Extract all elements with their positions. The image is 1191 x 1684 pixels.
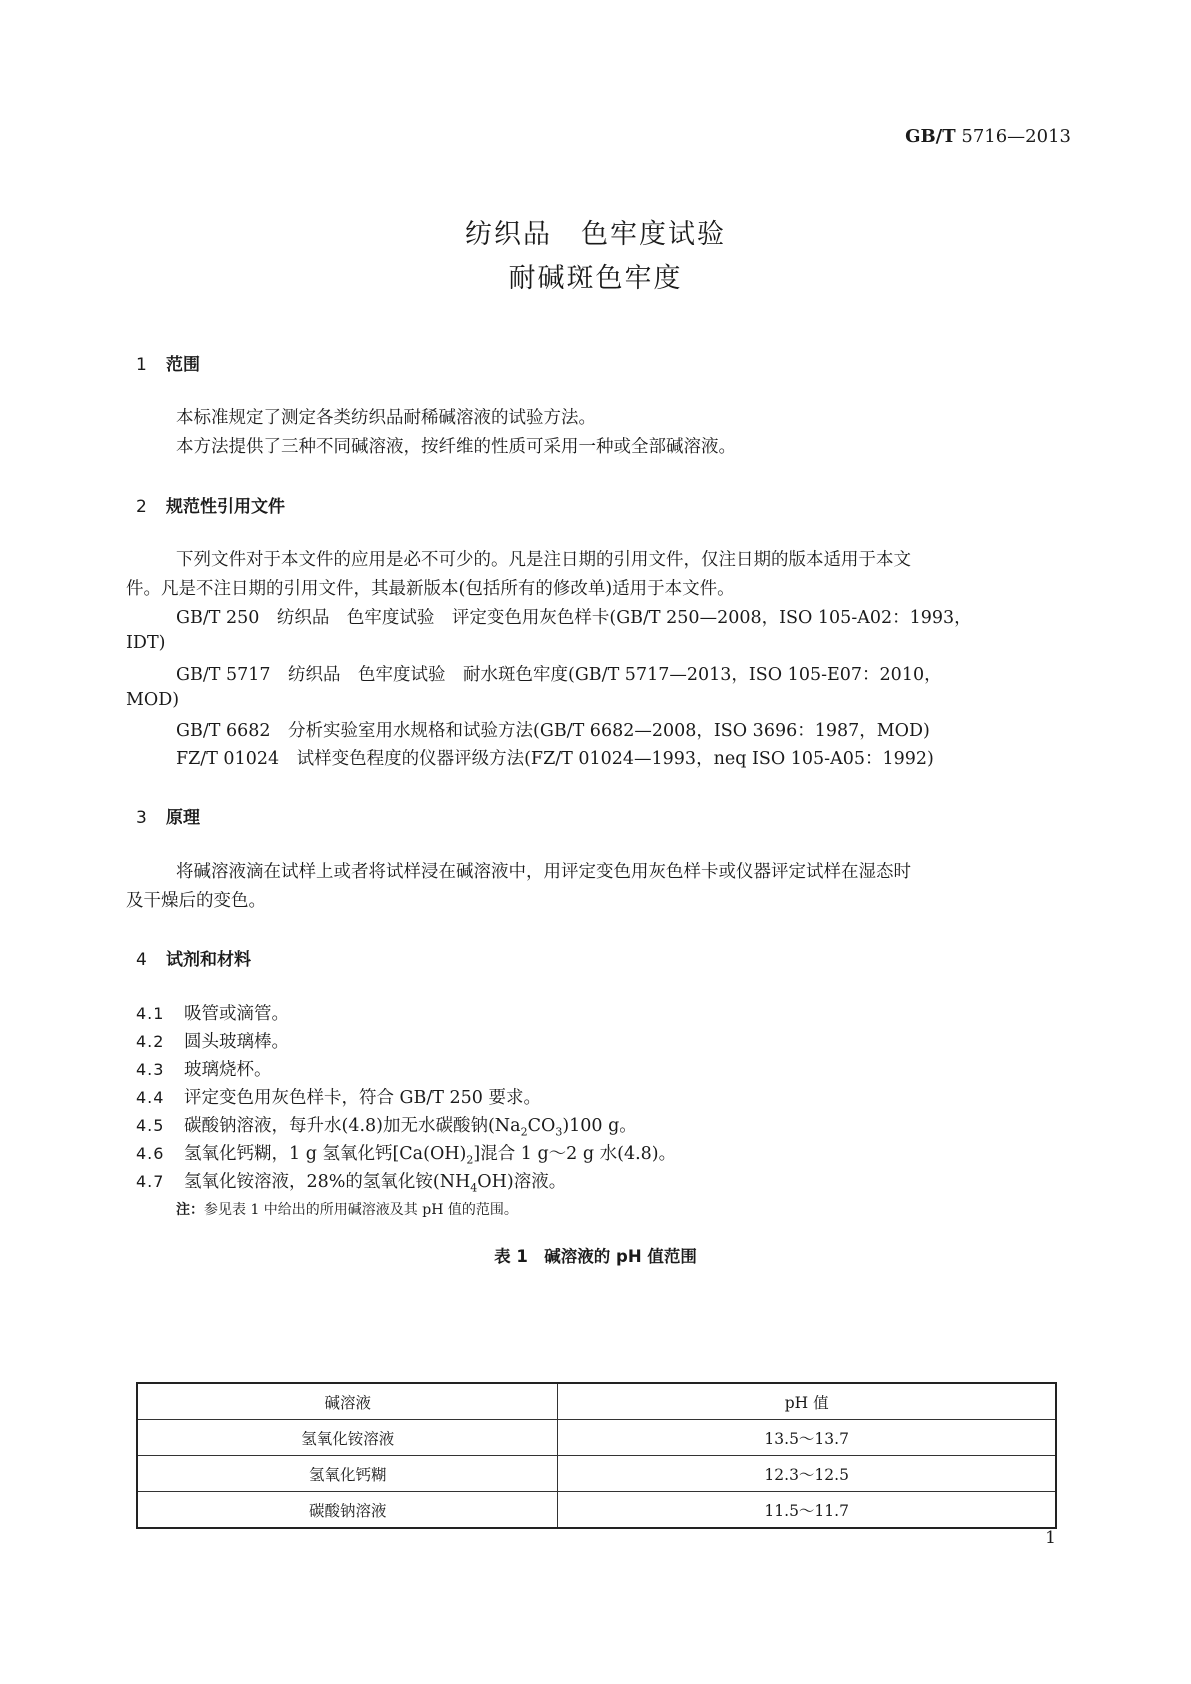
table-header-cell: pH 值 [558, 1383, 1056, 1420]
list-item: 4.5 碳酸钠溶液，每升水(4.8)加无水碳酸钠$(Na_2CO_3)100$ g。 [136, 1116, 637, 1139]
table-caption: 表 1 碱溶液的 pH 值范围 [494, 1247, 697, 1266]
table-header-cell: 碱溶液 [137, 1383, 558, 1420]
table-cell: 氢氧化铵溶液 [137, 1420, 558, 1456]
section-2-para-line-1: 下列文件对于本文件的应用是必不可少的。凡是注日期的引用文件，仅注日期的版本适用于本文 [176, 550, 911, 570]
section-4-heading: 4 试剂和材料 [136, 950, 251, 970]
section-2-para-line-2: 件。凡是不注日期的引用文件，其最新版本(包括所有的修改单)适用于本文件。 [126, 579, 735, 599]
page-number: 1 [1045, 1528, 1056, 1548]
reference-4: FZ/T 01024 试样变色程度的仪器评级方法(FZ/T 01024—1993，neq ISO 105-A05：1992) [176, 749, 934, 769]
table-header-row [137, 1383, 1056, 1420]
section-1-heading: 1 范围 [136, 355, 200, 375]
title-line-1: 纺织品 色牢度试验 [465, 219, 726, 250]
list-item: 4.2 圆头玻璃棒。 [136, 1032, 289, 1052]
list-item: 4.4 评定变色用灰色样卡，符合 GB/T 250 要求。 [136, 1088, 541, 1108]
reference-2-line-2: MOD) [126, 690, 180, 710]
list-item: 4.1 吸管或滴管。 [136, 1004, 289, 1024]
note: 注：参见表 1 中给出的所用碱溶液及其 pH 值的范围。 [176, 1202, 518, 1218]
reference-3: GB/T 6682 分析实验室用水规格和试验方法(GB/T 6682—2008，ISO 3696：1987，MOD) [176, 721, 930, 741]
table-row [137, 1420, 1056, 1456]
table-row [137, 1492, 1056, 1529]
list-item: 4.3 玻璃烧杯。 [136, 1060, 272, 1080]
table-cell: 碳酸钠溶液 [137, 1492, 558, 1529]
title-line-2: 耐碱斑色牢度 [508, 263, 683, 294]
table-cell: 11.5～11.7 [558, 1492, 1056, 1529]
table-cell: 13.5～13.7 [558, 1420, 1056, 1456]
table-cell: 氢氧化钙糊 [137, 1456, 558, 1492]
section-1-para-2: 本方法提供了三种不同碱溶液，按纤维的性质可采用一种或全部碱溶液。 [176, 437, 736, 457]
list-item: 4.7 氢氧化铵溶液，28%的氢氧化铵$(NH_4OH)$溶液。 [136, 1172, 567, 1195]
table-row [137, 1456, 1056, 1492]
reference-2-line-1: GB/T 5717 纺织品 色牢度试验 耐水斑色牢度(GB/T 5717—2013，ISO 105-E07：2010， [176, 665, 942, 685]
section-3-heading: 3 原理 [136, 808, 200, 828]
section-3-para-line-2: 及干燥后的变色。 [126, 891, 266, 911]
section-3-para-line-1: 将碱溶液滴在试样上或者将试样浸在碱溶液中，用评定变色用灰色样卡或仪器评定试样在湿态时 [176, 862, 911, 882]
standard-number: GB/T 5716—2013 [905, 126, 1071, 147]
reference-1-line-2: IDT) [126, 633, 166, 653]
list-item: 4.6 氢氧化钙糊，1 g 氢氧化钙$[Ca(OH)_2]$混合 1 g～2 g 水(4.8)。 [136, 1144, 677, 1167]
table-cell: 12.3～12.5 [558, 1456, 1056, 1492]
ph-table [136, 1382, 1057, 1529]
section-2-heading: 2 规范性引用文件 [136, 497, 285, 517]
reference-1-line-1: GB/T 250 纺织品 色牢度试验 评定变色用灰色样卡(GB/T 250—2008，ISO 105-A02：1993， [176, 608, 972, 628]
section-1-para-1: 本标准规定了测定各类纺织品耐稀碱溶液的试验方法。 [176, 408, 596, 428]
